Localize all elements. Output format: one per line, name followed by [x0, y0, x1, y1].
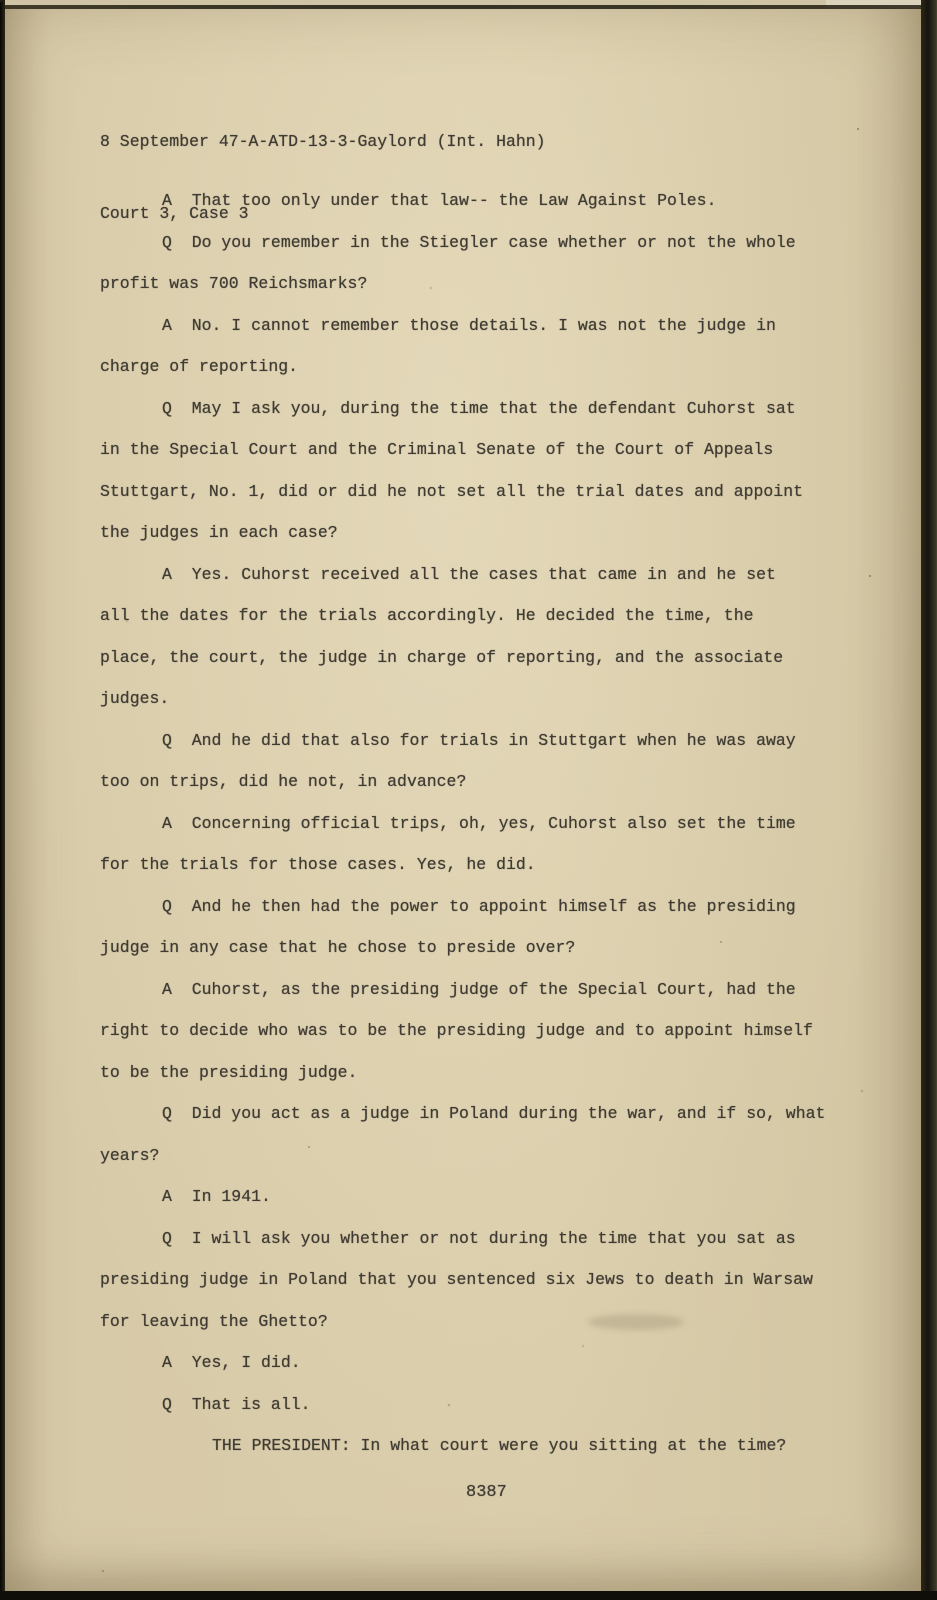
transcript-line: years?: [100, 1145, 160, 1165]
transcript-line: for the trials for those cases. Yes, he did.: [100, 855, 536, 874]
transcript-line: judge in any case that he chose to preside over?: [100, 938, 576, 957]
transcript-line: THE PRESIDENT: In what court were you sitting at the time?: [212, 1436, 787, 1455]
transcript-line: A That too only under that law-- the Law Against Poles.: [162, 191, 717, 210]
page-number: 8387: [466, 1483, 507, 1502]
transcript-line: in the Special Court and the Criminal Senate of the Court of Appeals: [100, 440, 774, 459]
header-court-case-line: Court 3, Case 3: [100, 204, 249, 223]
transcript-line: Q Did you act as a judge in Poland during the war, and if so, what: [162, 1104, 826, 1123]
transcript-line: A In 1941.: [162, 1187, 271, 1206]
transcript-line: A Yes, I did.: [162, 1353, 301, 1372]
scan-edge-right: [921, 0, 937, 1600]
transcript-line: Q That is all.: [162, 1394, 311, 1414]
transcript-line: Stuttgart, No. 1, did or did he not set all the trial dates and appoint: [100, 481, 804, 501]
transcript-line: Q May I ask you, during the time that the defendant Cuhorst sat: [162, 398, 796, 418]
transcript-line: Q I will ask you whether or not during the time that you sat as: [162, 1228, 796, 1248]
transcript-line: A Yes. Cuhorst received all the cases that came in and he set: [162, 564, 776, 584]
transcript-line: Q And he then had the power to appoint himself as the presiding: [162, 896, 796, 916]
transcript-line: all the dates for the trials accordingly. He decided the time, the: [100, 606, 754, 625]
scan-edge-left: [0, 0, 5, 1600]
paper-specks: [0, 0, 2, 2]
transcript-line: judges.: [100, 689, 170, 708]
transcript-line: presiding judge in Poland that you sentenced six Jews to death in Warsaw: [100, 1270, 813, 1289]
transcript-line: A Cuhorst, as the presiding judge of the Special Court, had the: [162, 979, 796, 999]
transcript-line: profit was 700 Reichsmarks?: [100, 274, 368, 293]
scan-edge-top-shadow: [0, 5, 937, 9]
scan-edge-bottom: [0, 1591, 937, 1600]
transcript-line: right to decide who was to be the presiding judge and to appoint himself: [100, 1021, 813, 1040]
transcript-line: place, the court, the judge in charge of reporting, and the associate: [100, 647, 784, 667]
transcript-body: [100, 180, 860, 1467]
transcript-line: charge of reporting.: [100, 357, 299, 376]
transcript-line: A Concerning official trips, oh, yes, Cuhorst also set the time: [162, 813, 796, 833]
transcript-line: to be the presiding judge.: [100, 1062, 358, 1082]
transcript-line: Q And he did that also for trials in Stuttgart when he was away: [162, 730, 796, 750]
transcript-line: Q Do you remember in the Stiegler case whether or not the whole: [162, 232, 796, 252]
header-session-line: 8 September 47-A-ATD-13-3-Gaylord (Int. Hahn): [100, 132, 546, 151]
transcript-line: too on trips, did he not, in advance?: [100, 772, 467, 791]
transcript-line: A No. I cannot remember those details. I was not the judge in: [162, 315, 776, 335]
transcript-line: for leaving the Ghetto?: [100, 1311, 328, 1331]
transcript-line: the judges in each case?: [100, 523, 338, 542]
